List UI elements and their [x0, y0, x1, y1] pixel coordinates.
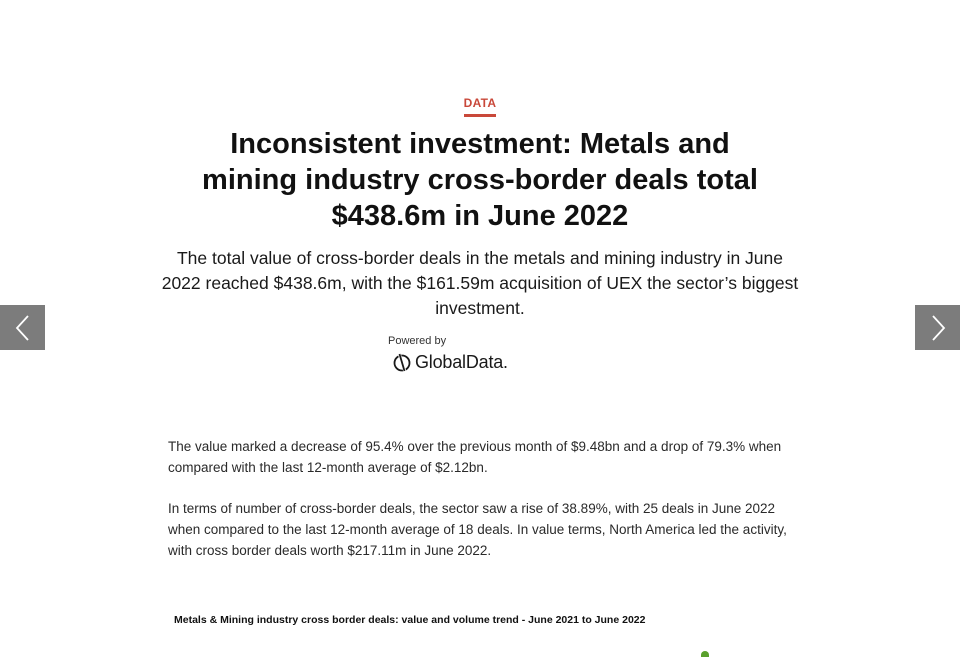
globaldata-logo[interactable]: [392, 351, 508, 373]
body-paragraph: In terms of number of cross-border deals, the sector saw a rise of 38.89%, with 25 deals in June 2022 when compared to the last 12-month average of 18 deals. In value terms, North America led the activity, with cross border deals worth $217.11m in June 2022.: [168, 501, 787, 558]
chart-marker: [701, 651, 709, 657]
previous-slide-button[interactable]: [0, 305, 45, 350]
globaldata-logo-text: GlobalData.: [415, 351, 508, 372]
article-subtitle: The total value of cross-border deals in the metals and mining industry in June 2022 reached $438.6m, with the $161.59m acquisition of UEX the sector’s biggest investment.: [161, 248, 799, 318]
next-slide-button[interactable]: [915, 305, 960, 350]
body-paragraph: The value marked a decrease of 95.4% over the previous month of $9.48bn and a drop of 79.3% when compared with the last 12-month average of $2.12bn.: [168, 439, 782, 475]
powered-by-label: Powered by: [388, 335, 447, 347]
category-label-wrap: [0, 94, 960, 117]
chevron-right-icon: [927, 313, 949, 343]
category-label[interactable]: DATA: [464, 96, 497, 117]
globaldata-logo-icon: [392, 351, 412, 373]
chart-title: Metals & Mining industry cross border deals: value and volume trend - June 2021 to June 2022: [174, 614, 646, 626]
article-title: Inconsistent investment: Metals and mining industry cross-border deals total $438.6m in June 2022: [202, 128, 758, 232]
chevron-left-icon: [12, 313, 34, 343]
powered-by-block[interactable]: [388, 335, 508, 373]
